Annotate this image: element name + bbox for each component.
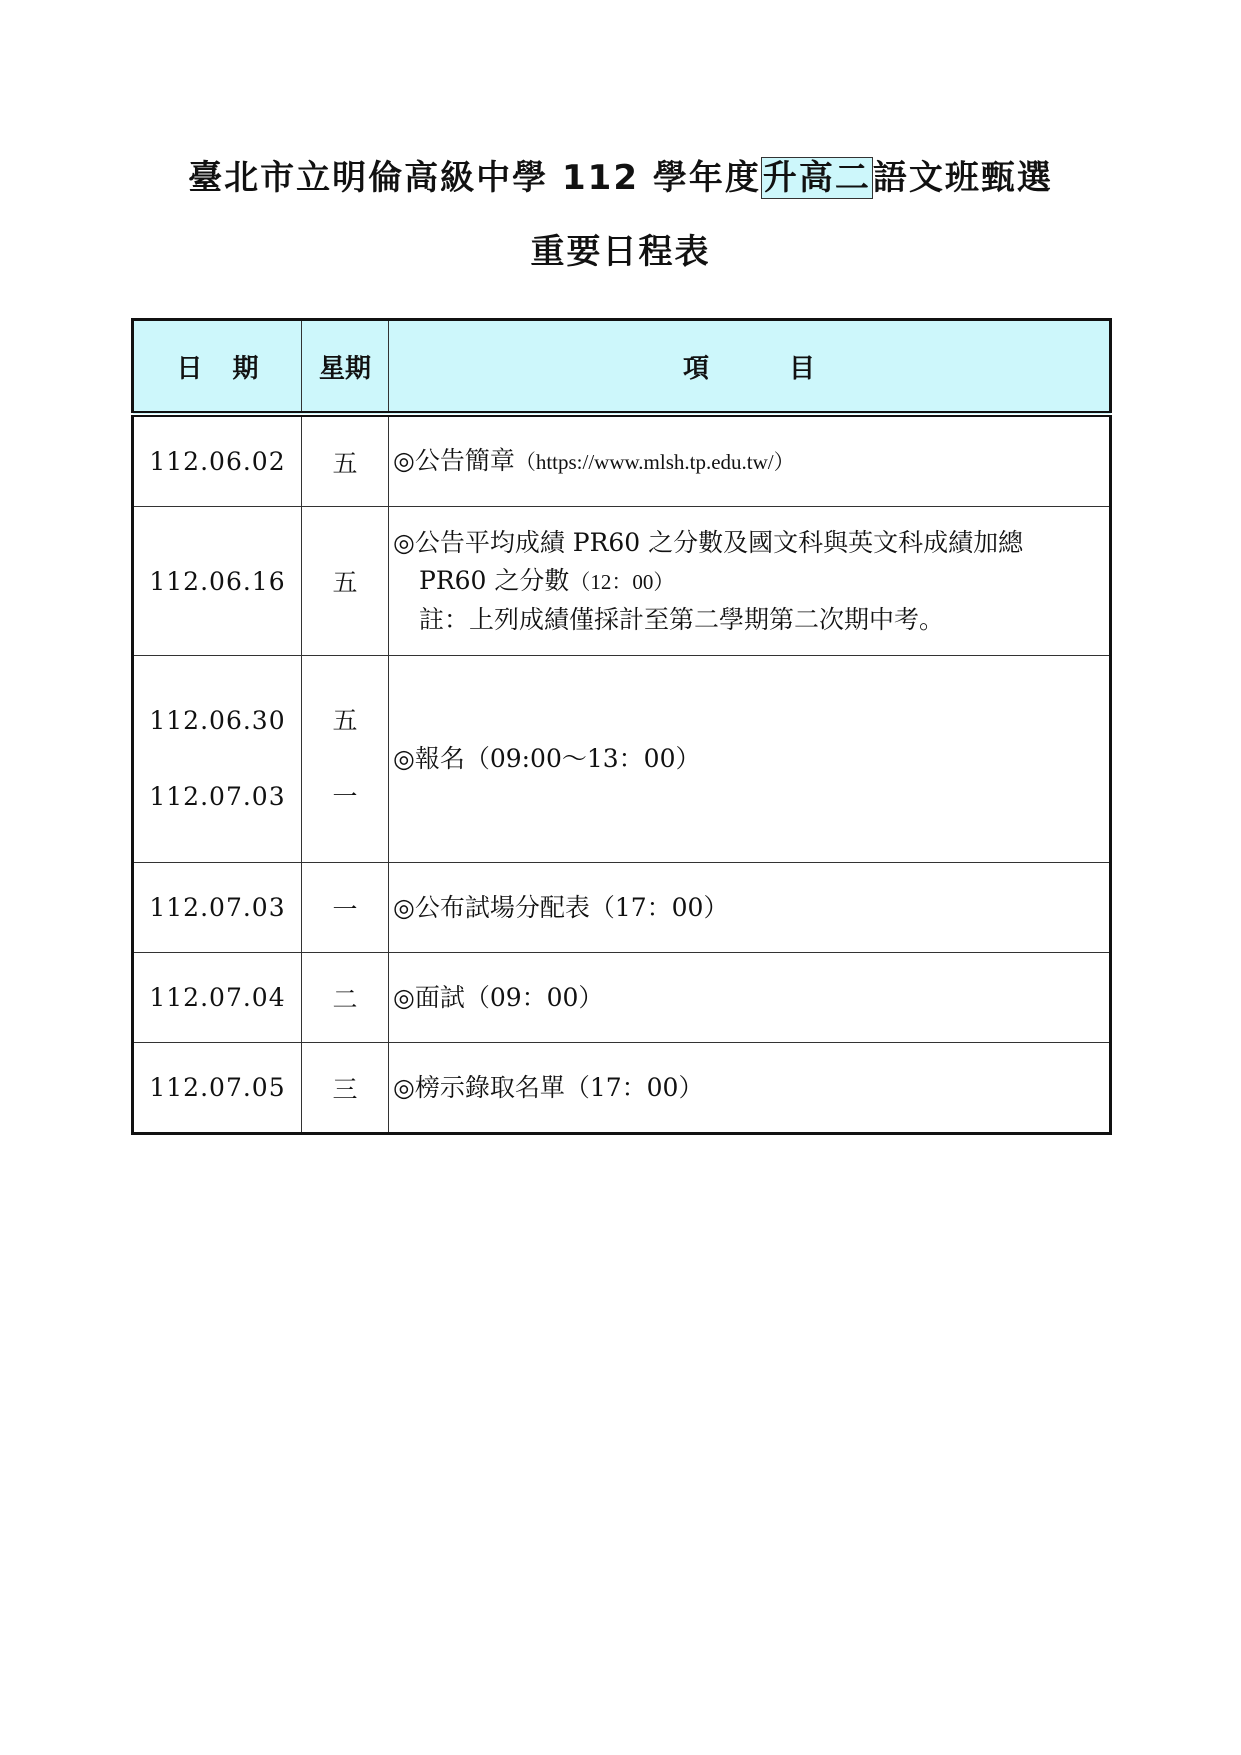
table-row [133, 1043, 1111, 1134]
weekday-cell [302, 656, 389, 863]
item-cell [389, 953, 1111, 1043]
table-header-row [133, 320, 1111, 415]
table-row [133, 863, 1111, 953]
title-highlight: 升高二 [762, 158, 871, 198]
date-cell: 112.06.16 [133, 507, 302, 656]
item-line: ◎面試（09：00） [393, 982, 604, 1012]
item-line: ◎公告簡章（https://www.mlsh.tp.edu.tw/） [393, 446, 795, 475]
date-cell: 112.07.04 [133, 953, 302, 1043]
schedule-table [131, 318, 1112, 1135]
page-title [0, 150, 1241, 199]
date-end: 112.07.03 [149, 782, 286, 811]
weekday-cell: 五 [302, 507, 389, 656]
date-cell: 112.07.05 [133, 1043, 302, 1134]
weekday-cell: 二 [302, 953, 389, 1043]
table-row [133, 656, 1111, 863]
date-cell: 112.07.03 [133, 863, 302, 953]
table-row [133, 414, 1111, 507]
weekday-cell: 一 [302, 863, 389, 953]
website-url: （https://www.mlsh.tp.edu.tw/） [514, 450, 795, 474]
item-cell [389, 656, 1111, 863]
item-line: PR60 之分數（12：00） [419, 565, 675, 595]
item-cell [389, 414, 1111, 507]
date-cell [133, 656, 302, 863]
title-prefix: 臺北市立明倫高級中學 112 學年度 [188, 158, 761, 198]
item-cell [389, 507, 1111, 656]
table-row [133, 507, 1111, 656]
weekday-start: 五 [332, 706, 358, 735]
title-suffix: 語文班甄選 [872, 158, 1053, 198]
column-header-date: 日期 [133, 320, 302, 415]
item-line: ◎公布試場分配表（17：00） [393, 892, 729, 922]
date-start: 112.06.30 [149, 706, 286, 735]
item-line: ◎報名（09:00～13：00） [393, 744, 701, 773]
weekday-cell: 三 [302, 1043, 389, 1134]
weekday-end: 一 [332, 782, 358, 811]
item-line: ◎公告平均成績 PR60 之分數及國文科與英文科成績加總 [393, 527, 1024, 557]
page-subtitle: 重要日程表 [530, 232, 711, 272]
item-line: ◎榜示錄取名單（17：00） [393, 1072, 704, 1102]
column-header-item: 項目 [389, 320, 1111, 415]
column-header-weekday: 星期 [302, 320, 389, 415]
weekday-cell: 五 [302, 414, 389, 507]
item-cell [389, 1043, 1111, 1134]
date-cell: 112.06.02 [133, 414, 302, 507]
item-cell [389, 863, 1111, 953]
item-note: 註：上列成績僅採計至第二學期第二次期中考。 [419, 604, 945, 634]
table-row [133, 953, 1111, 1043]
